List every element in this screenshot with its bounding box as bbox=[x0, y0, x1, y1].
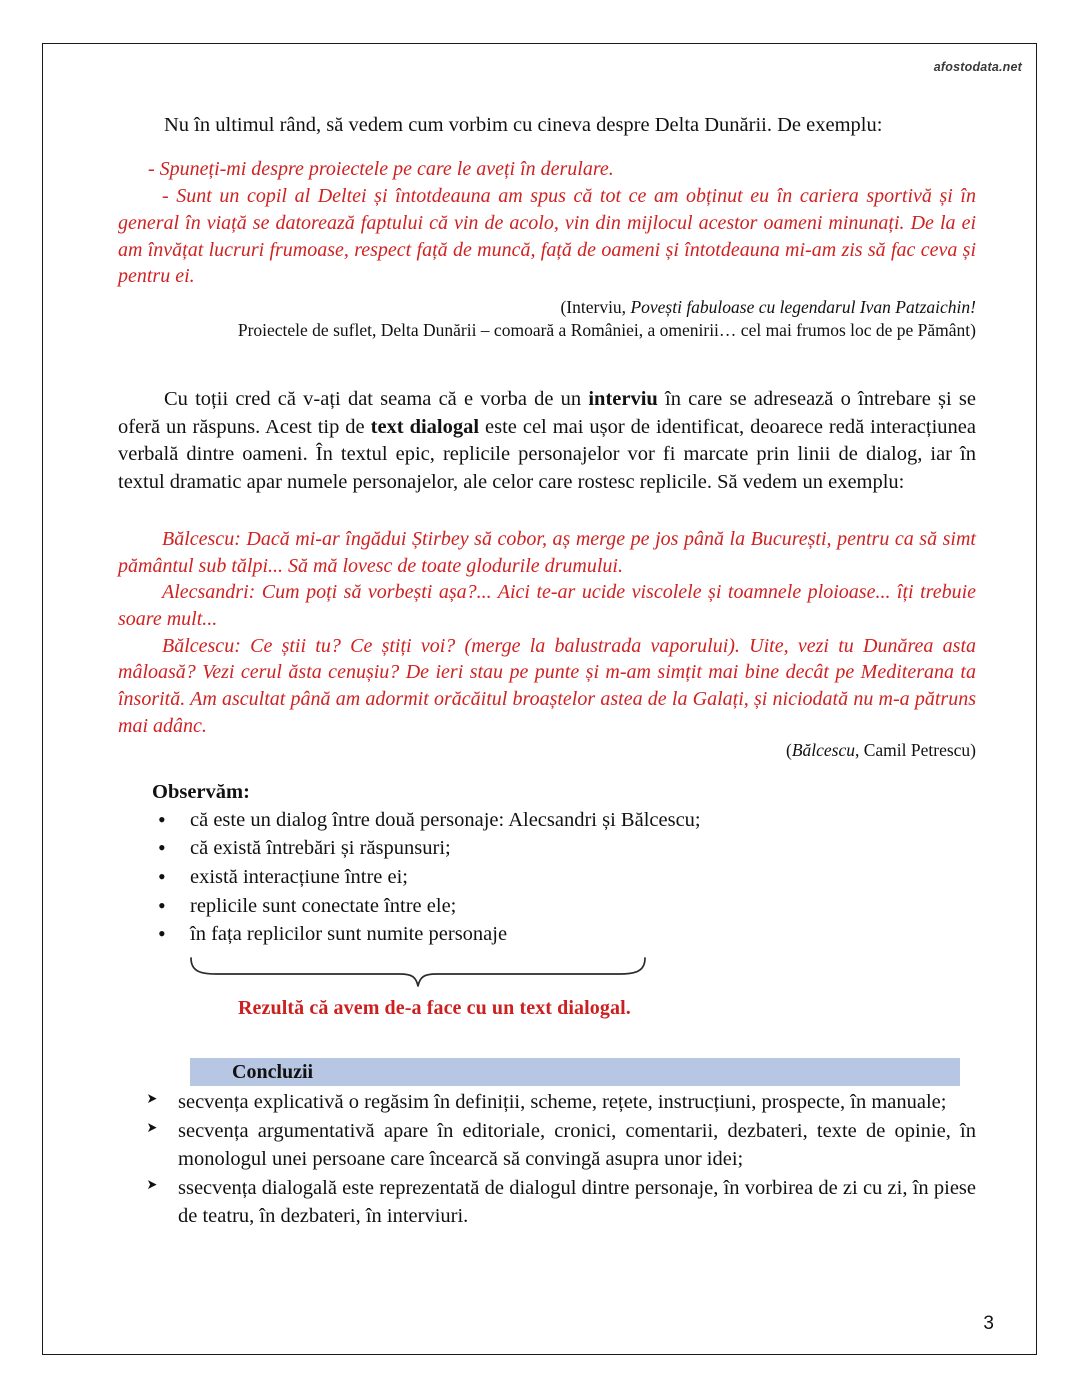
list-item: • în fața replicilor sunt numite personaje bbox=[118, 920, 976, 949]
list-item: ➤ ssecvența dialogală este reprezentată de dialogul dintre personaje, în vorbirea de zi cu zi, în piese de teatru, în dezbateri, în interviuri. bbox=[118, 1175, 976, 1231]
drama-line-balcescu-1: Bălcescu: Dacă mi-ar îngădui Știrbey să cobor, aș merge pe jos până la București, pentru ca să simt pământul sub tălpi... Să mă lovesc de toate glodurile drumului. bbox=[118, 527, 976, 577]
list-item: • că este un dialog între două personaje: Alecsandri și Bălcescu; bbox=[118, 806, 976, 835]
explanation-part-1: Cu toții cred că v-ați dat seama că e vorba de un bbox=[164, 388, 589, 411]
interview-question-line: - Spuneți-mi despre proiectele pe care le aveți în derulare. bbox=[148, 158, 614, 181]
list-item: • există interacțiune între ei; bbox=[118, 863, 976, 892]
list-item: ➤ secvența argumentativă apare în editoriale, cronici, comentarii, dezbateri, texte de opinie, în monologul unei persoane care încearcă să convingă asupra unor idei; bbox=[118, 1118, 976, 1174]
spacer bbox=[118, 342, 976, 386]
interview-source-prefix: (Interviu, bbox=[560, 296, 631, 317]
page-number: 3 bbox=[983, 1313, 994, 1334]
list-item: • replicile sunt conectate între ele; bbox=[118, 892, 976, 921]
brace-container bbox=[118, 955, 976, 995]
conclusions-list bbox=[118, 1089, 976, 1230]
drama-line-balcescu-2: Bălcescu: Ce știi tu? Ce știți voi? (merge la balustrada vaporului). Uite, vezi tu Dunărea asta mâloasă? Vezi cerul ăsta cenușiu? De ieri stau pe punte și m-am simțit mai bine decât pe Mediterana ta însorită. Am ascultat până am adormit orăcăitul broaștelor astea de la Galați, și niciodată nu m-a pătruns mai adânc. bbox=[118, 634, 976, 737]
explanation-paragraph bbox=[118, 386, 976, 496]
intro-paragraph: Nu în ultimul rând, să vedem cum vorbim cu cineva despre Delta Dunării. De exemplu: bbox=[164, 114, 883, 136]
spacer bbox=[118, 763, 976, 781]
conclusions-banner-label: Concluzii bbox=[232, 1060, 314, 1083]
site-watermark: afostodata.net bbox=[933, 60, 1022, 74]
spacer bbox=[118, 496, 976, 526]
explanation-part-2: în care se adresează o întrebare și se oferă un răspuns. Acest tip de bbox=[118, 388, 976, 438]
drama-source-work: Bălcescu bbox=[791, 740, 855, 761]
spacer bbox=[118, 139, 976, 156]
result-statement: Rezultă că avem de-a face cu un text dialogal. bbox=[238, 997, 631, 1019]
interview-answer-line: - Sunt un copil al Deltei și întotdeauna am spus că tot ce am obținut eu în cariera sportivă și în general în viață se datorează faptului că vin de acolo, vin din mijlocul acestor oameni minunați. De la ei am învățat lucruri frumoase, respect față de muncă, față de oameni și întotdeauna mi-am zis să fac ceva și pentru ei. bbox=[118, 185, 976, 288]
interview-source-line-2: Proiectele de suflet, Delta Dunării – comoară a României, a omenirii… cel mai frumos loc de pe Pământ) bbox=[237, 320, 976, 340]
observations-heading: Observăm: bbox=[152, 780, 250, 803]
drama-source-open: ( bbox=[785, 740, 792, 761]
explanation-part-3: este cel mai ușor de identificat, deoarece redă interacțiunea verbală dintre oameni. În textul epic, replicile personajelor vor fi marcate prin linii de dialog, iar în textul dramatic apar numele personajelor, ale celor care rostesc replicile. Să vedem un exemplu: bbox=[118, 415, 976, 493]
observations-list bbox=[118, 806, 976, 949]
document-content bbox=[118, 112, 976, 1231]
interview-source-line-1 bbox=[118, 296, 976, 319]
drama-line-alecsandri: Alecsandri: Cum poți să vorbești așa?... Aici te-ar ucide viscolele și toamnele ploioase... îți trebuie soare mult... bbox=[118, 581, 976, 631]
conclusions-banner bbox=[190, 1058, 960, 1086]
drama-source-author: , Camil Petrescu) bbox=[854, 740, 976, 761]
term-text-dialogal: text dialogal bbox=[370, 415, 480, 438]
list-item: • că există întrebări și răspunsuri; bbox=[118, 834, 976, 863]
drama-source-line bbox=[118, 739, 976, 762]
list-item: ➤ secvența explicativă o regăsim în definiții, scheme, rețete, instrucțiuni, prospecte, în manuale; bbox=[118, 1089, 976, 1117]
term-interviu: interviu bbox=[588, 388, 658, 411]
interview-source-title-1: Povești fabuloase cu legendarul Ivan Patzaichin! bbox=[630, 296, 976, 317]
curly-brace-icon bbox=[188, 955, 648, 991]
